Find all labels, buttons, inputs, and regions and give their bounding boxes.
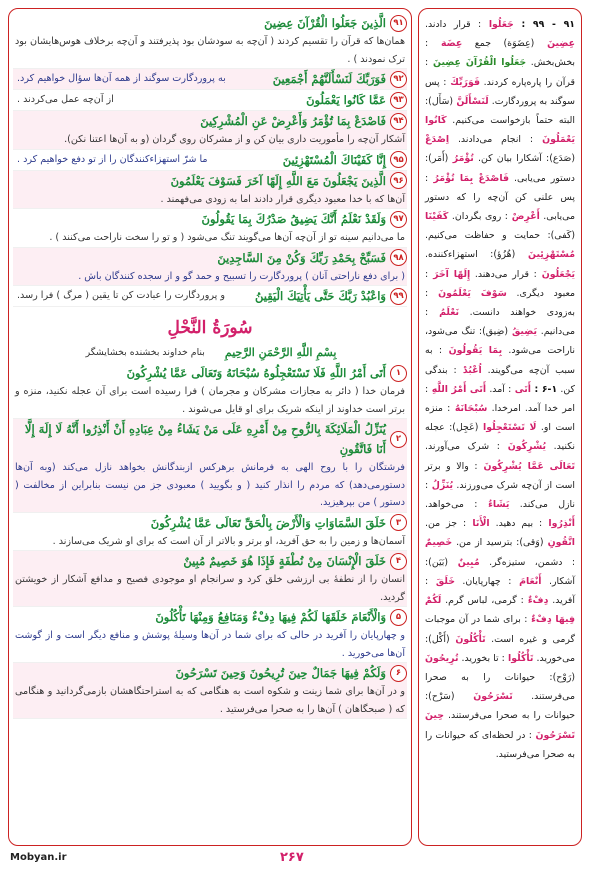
- verse-arabic: وَلَكُمْ فِيهَا جَمَالٌ حِينَ تُرِيحُونَ وَحِينَ تَسْرَحُونَ: [175, 666, 386, 680]
- verse-translation: فرشتگان را با روح الهی به فرمانش برهرکس ازبندگانش بخواهد نازل می‌کند (وبه آن‌ها دستورمی‌دهد) که مردم را انذار کنید ( و بگویید ) معبودی جز من نیست بنابراین از مخالفت ( دستور ) من بپرهیزید.: [15, 462, 405, 508]
- verse-number-badge: ۹۶: [390, 172, 407, 189]
- verse-arabic: الَّذِينَ يَجْعَلُونَ مَعَ اللَّهِ إِلَهًا آخَرَ فَسَوْفَ يَعْلَمُونَ: [170, 173, 386, 188]
- glossary-term: فَاصْدَعْ بِمَا تُؤْمَرُ: [428, 172, 509, 184]
- glossary-term: لَا تَسْتَعْجِلُوا: [478, 422, 537, 434]
- glossary-meaning: : آمد.: [486, 383, 512, 395]
- verse-number-badge: ۶: [390, 665, 407, 682]
- glossary-meaning: (رَوْح): حیوانات را به صحرا می‌فرستند.: [425, 671, 575, 703]
- verse-arabic: إِنَّا كَفَيْنَاكَ الْمُسْتَهْزِئِينَ: [282, 152, 386, 167]
- glossary-term: تَعَالَى عَمَّا يُشْرِكُونَ: [477, 460, 576, 472]
- verse-translation: ( برای دفع ناراحتی آنان ) پروردگارت را تسبیح و حمد گو و از سجده کنندگان باش .: [78, 270, 405, 282]
- glossary-meaning: (هُزُؤ): استهزاءکننده.: [425, 249, 516, 261]
- glossary-term: كَانُوا يَعْمَلُونَ: [425, 115, 575, 146]
- verse-row: [13, 150, 407, 171]
- verse-translation: و چهارپایان را آفرید در حالی که برای شما در آن‌ها وسیلهٔ پوشش و منافع دیگر است و از گوشت آن‌ها می‌خورید .: [15, 630, 405, 659]
- glossary-term: جَعَلُوا: [481, 19, 514, 30]
- basmala: [13, 343, 407, 363]
- glossary-meaning: : قرار می‌دهند.: [470, 268, 537, 280]
- surah-title: سُورَةُ النَّحْلِ: [167, 318, 253, 338]
- verse-row: [13, 90, 407, 111]
- glossary-term: اُعْبُدْ: [456, 364, 482, 376]
- glossary-meaning: : شرک می‌آورند.: [425, 441, 500, 453]
- glossary-term: خَصِيمٌ: [425, 537, 453, 549]
- glossary-meaning: (أَمَر): دستور می‌یابی.: [425, 153, 575, 184]
- verse-inline-row: [13, 69, 407, 89]
- glossary-meaning: : چهارپایان.: [454, 575, 512, 587]
- verse-arabic: فَسَبِّحْ بِحَمْدِ رَبِّكَ وَكُنْ مِنَ السَّاجِدِينَ: [217, 250, 386, 265]
- glossary-term: تَسْرَحُونَ: [454, 691, 513, 703]
- glossary-meaning: : منزه است او.: [425, 403, 575, 434]
- glossary-meaning: : پس علنی کن آن‌چه را که دستور می‌یابی.: [425, 172, 575, 223]
- glossary-term: يَجْعَلُونَ: [536, 268, 575, 280]
- glossary-term: إِلَهًا آخَرَ: [428, 268, 471, 280]
- verse-number-badge: ۴: [390, 553, 407, 570]
- glossary-meaning: : قرار دادند.: [425, 19, 482, 30]
- glossary-verse-range: ۹۱ - ۹۹ :: [513, 19, 576, 30]
- glossary-term: خَلَقَ: [428, 575, 455, 587]
- glossary-meaning: : روی بگردان.: [448, 211, 508, 223]
- glossary-term: اِصْدَعْ: [425, 134, 450, 146]
- glossary-meaning: : بندگی کن.: [425, 364, 576, 395]
- verse-row: [13, 13, 407, 69]
- glossary-term: يَضِيقُ: [508, 326, 538, 338]
- verse-row: [13, 663, 407, 719]
- glossary-meaning: : تا بخورید.: [458, 652, 505, 664]
- verse-inline-row: [13, 286, 407, 306]
- page-number: ۲۶۷: [280, 850, 304, 865]
- verse-arabic: خَلَقَ السَّمَاوَاتِ وَالْأَرْضَ بِالْحَقِّ تَعَالَى عَمَّا يُشْرِكُونَ: [150, 515, 386, 530]
- page-sheet: [8, 8, 582, 846]
- verse-number-badge: ۹۱: [390, 15, 407, 32]
- glossary-term: عِضِينَ: [534, 38, 576, 50]
- glossary-term: لَنَسْأَلَنَّ: [453, 95, 489, 107]
- verse-row: [13, 209, 407, 248]
- glossary-term: يُشْرِكُونَ: [499, 441, 547, 453]
- verse-translation: آسمان‌ها و زمین را به حق آفرید، او برتر و بالاتر از آن است که برای او شریک می‌سازند .: [52, 535, 405, 547]
- verse-number-badge: ۱: [390, 365, 407, 382]
- glossary-meaning: : پس سوگند به پروردگارت.: [425, 76, 575, 107]
- verse-translation: به پروردگارت سوگند از همه آن‌ها سؤال خواهیم کرد.: [17, 73, 226, 85]
- glossary-meaning: (سَرْح): حیوانات را به صحرا می‌فرستند.: [425, 691, 575, 722]
- verse-translation: ما می‌دانیم سینه تو از آن‌چه آن‌ها می‌گویند تنگ می‌شود ( و تو را سخت ناراحت می‌کنند ) .: [49, 232, 405, 243]
- verse-translation: و در آن‌ها برای شما زینت و شکوه است به هنگامی که به استراحتگاهشان بازمی‌گردانید و هنگامی که ( صبحگاهان ) آن‌ها را به صحرا می‌فرستید .: [15, 686, 405, 715]
- glossary-meaning: : انجام می‌دادند.: [449, 134, 534, 146]
- glossary-meaning: : جز من.: [425, 518, 467, 530]
- verse-number-badge: ۹۷: [390, 211, 407, 228]
- glossary-term: جَعَلُوا الْقُرْآنَ عِضِينَ: [428, 57, 527, 69]
- verse-number-badge: ۹۳: [390, 92, 407, 109]
- verse-arabic: وَاعْبُدْ رَبَّكَ حَتَّى يَأْتِيَكَ الْيَقِينُ: [254, 289, 386, 303]
- glossary-meaning: (كَفى): حمایت و حفاظت می‌کنیم.: [425, 230, 575, 242]
- verse-row: [13, 248, 407, 287]
- glossary-meaning: : می‌دانیم.: [425, 307, 575, 338]
- verse-inline-row: [13, 90, 407, 110]
- verse-row: [13, 363, 407, 419]
- glossary-term: أَعْرِضْ: [507, 211, 540, 223]
- verse-translation: و پروردگارت را عبادت کن تا یقین ( مرگ ) فرا رسد.: [17, 290, 225, 302]
- glossary-term: كَفَيْنَا: [425, 211, 449, 223]
- verse-row: [13, 69, 407, 90]
- verse-row: [13, 607, 407, 663]
- main-column: [8, 8, 412, 846]
- glossary-meaning: (عِضَوَة) جمع: [462, 38, 535, 50]
- verse-translation: فرمان خدا ( دائر به مجازات مشرکان و مجرمان ) فرا رسیده است برای آن عجله نکنید، منزه و برتر است خداوند از اینکه شریک برای او قایل می‌شوند .: [15, 386, 405, 415]
- glossary-term: مُبِينٌ: [448, 556, 480, 568]
- glossary-term: أَتَى أَمْرُ اللَّهِ: [428, 383, 487, 395]
- glossary-term: مُسْتَهْزِئِينَ: [515, 249, 575, 261]
- verse-number-badge: ۹۹: [390, 288, 407, 305]
- verse-translation: ما شرّ استهزاءکنندگان را از تو دفع خواهیم کرد .: [17, 153, 208, 165]
- glossary-term: أَتَى: [511, 383, 531, 395]
- verse-number-badge: ۹۴: [390, 113, 407, 130]
- glossary-term: لَكُمْ فِيهَا دِفْءٌ: [425, 595, 575, 626]
- glossary-term: يُنَزِّلُ: [428, 479, 454, 491]
- verse-translation: آن‌ها که با خدا معبود دیگری قرار دادند اما به زودی می‌فهمند .: [160, 193, 405, 205]
- glossary-verse-range: ۱-۶ :: [531, 383, 558, 395]
- glossary-meaning: : می‌خواهد.: [425, 499, 478, 511]
- glossary-meaning: : در لحظه‌ای که حیوانات را به صحرا می‌فرستید.: [425, 729, 575, 760]
- verse-arabic: يُنَزِّلُ الْمَلَائِكَةَ بِالرُّوحِ مِنْ أَمْرِهِ عَلَى مَنْ يَشَاءُ مِنْ عِبَادِهِ أَنْ أَنْذِرُوا أَنَّهُ لَا إِلَهَ إِلَّا أَنَا فَاتَّقُونِ: [24, 422, 386, 456]
- glossary-meaning: (عَجِل): عجله نکنید.: [425, 422, 575, 453]
- verse-arabic: عَمَّا كَانُوا يَعْمَلُونَ: [306, 93, 386, 107]
- glossary-term: سَوْفَ يَعْلَمُونَ: [428, 287, 507, 299]
- glossary-meaning: : بیم دهید.: [489, 518, 543, 530]
- glossary-term: الْأَنَا: [466, 518, 490, 530]
- glossary-term: فَوَرَبِّكَ: [446, 76, 480, 88]
- glossary-meaning: : به‌زودی خواهند دانست.: [425, 287, 575, 319]
- glossary-meaning: : آفرید.: [425, 575, 576, 607]
- verse-number-badge: ۹۵: [390, 151, 407, 168]
- glossary-meaning: : برای شما در آن موجبات گرمی و غیره است.: [425, 614, 575, 645]
- glossary-meaning: (أَكْل): می‌خورید.: [425, 633, 575, 664]
- verse-arabic: خَلَقَ الْإِنْسَانَ مِنْ نُطْفَةٍ فَإِذَا هُوَ خَصِيمٌ مُبِينٌ: [183, 554, 386, 568]
- glossary-term: يَشَاءُ: [477, 499, 510, 511]
- glossary-term: تَأْكُلُونَ: [449, 633, 486, 645]
- glossary-column: [418, 8, 582, 846]
- verse-number-badge: ۲: [390, 431, 407, 448]
- surah-hijr-verses: [13, 13, 407, 307]
- glossary-term: تُرِيحُونَ: [425, 652, 459, 664]
- glossary-meaning: : دشمن، ستیزه‌گر.: [479, 556, 575, 568]
- glossary-meaning: : امر خدا آمد. امرخدا.: [425, 383, 576, 415]
- glossary-meaning: (بَيَن): آشکار.: [425, 556, 575, 587]
- basmala-arabic: بِسْمِ اللَّهِ الرَّحْمَنِ الرَّحِيمِ: [224, 346, 337, 359]
- verse-number-badge: ۹۲: [390, 71, 407, 88]
- glossary-term: عِضَة: [428, 38, 463, 50]
- glossary-term: اتَّقُونِ: [543, 537, 576, 549]
- glossary-meaning: : بخش‌بخش.: [425, 38, 575, 69]
- verse-translation: همان‌ها که قرآن را تقسیم کردند ( آن‌چه به سودشان بود پذیرفتند و آن‌چه برخلاف هوس‌هایشان بود ترک نمودند ) .: [15, 36, 405, 65]
- verse-row: [13, 171, 407, 210]
- verse-arabic: وَالْأَنْعَامَ خَلَقَهَا لَكُمْ فِيهَا دِفْءٌ وَمَنَافِعُ وَمِنْهَا تَأْكُلُونَ: [155, 610, 386, 624]
- verse-inline-row: [13, 150, 407, 170]
- glossary-term: حِينَ تَسْرَحُونَ: [425, 710, 575, 741]
- glossary-term: أَنْذِرُوا: [542, 518, 575, 530]
- glossary-meaning: (سَأَل): البته حتماً بازخواست می‌کنیم.: [425, 95, 575, 127]
- glossary-term: تُؤْمَرُ: [448, 153, 474, 165]
- glossary-meaning: : قرآن را پاره‌پاره کردند.: [425, 57, 575, 88]
- surah-nahl-verses: [13, 363, 407, 719]
- verse-arabic: فَاصْدَعْ بِمَا تُؤْمَرُ وَأَعْرِضْ عَنِ الْمُشْرِكِينَ: [200, 114, 386, 128]
- verse-row: [13, 286, 407, 307]
- verse-row: [13, 513, 407, 552]
- glossary-meaning: : نازل می‌کند.: [425, 479, 575, 511]
- verse-row: [13, 419, 407, 513]
- verse-translation: از آن‌چه عمل می‌کردند .: [17, 94, 114, 106]
- verse-arabic: الَّذِينَ جَعَلُوا الْقُرْآنَ عِضِينَ: [264, 16, 386, 30]
- verse-translation: انسان را از نطفهٔ بی ارزشی خلق کرد و سرانجام او موجودی فصیح و مدافع آشکار از خویشتن گردید.: [15, 574, 405, 603]
- glossary-meaning: (صَدَع): آشکارا بیان کن.: [473, 153, 575, 165]
- verse-number-badge: ۳: [390, 514, 407, 531]
- verse-number-badge: ۹۸: [390, 249, 407, 266]
- glossary-term: بِمَا يَقُولُونَ: [442, 345, 503, 357]
- glossary-meaning: (وَقى): بترسید از من.: [452, 537, 544, 549]
- glossary-meaning: (ضِيق): تنگ می‌شود، ناراحت می‌شود.: [425, 326, 575, 357]
- basmala-persian: بنام خداوند بخشنده بخشایشگر: [85, 347, 205, 359]
- glossary-term: تَأْكُلُوا: [504, 652, 534, 664]
- verse-row: [13, 551, 407, 607]
- verse-number-badge: ۵: [390, 609, 407, 626]
- glossary-term: دِفْءٌ: [523, 595, 549, 607]
- glossary-meaning: : به سبب آن‌چه می‌گویند.: [425, 345, 576, 376]
- glossary-meaning: : معبود دیگری.: [425, 268, 575, 299]
- verse-arabic: أَتَى أَمْرُ اللَّهِ فَلَا تَسْتَعْجِلُوهُ سُبْحَانَهُ وَتَعَالَى عَمَّا يُشْرِكُونَ: [126, 366, 386, 380]
- verse-arabic: وَلَقَدْ نَعْلَمُ أَنَّكَ يَضِيقُ صَدْرُكَ بِمَا يَقُولُونَ: [201, 212, 386, 226]
- glossary-meaning: : گرمی، لباس گرم.: [441, 595, 524, 607]
- verse-arabic: فَوَرَبِّكَ لَنَسْأَلَنَّهُمْ أَجْمَعِينَ: [272, 72, 386, 86]
- glossary-term: نَعْلَمُ: [428, 307, 460, 319]
- verse-translation: آشکار آن‌چه را مأموریت داری بیان کن و از مشرکان روی گردان (و به آن‌ها اعتنا نکن).: [64, 134, 405, 145]
- glossary-term: أَنْعَامَ: [511, 575, 542, 587]
- glossary-term: سُبْحَانَهُ: [450, 403, 488, 415]
- glossary-meaning: : والا و برتر است از آن‌چه شرک می‌ورزند.: [425, 460, 576, 491]
- site-name: Mobyan.ir: [10, 852, 67, 863]
- verse-row: [13, 111, 407, 150]
